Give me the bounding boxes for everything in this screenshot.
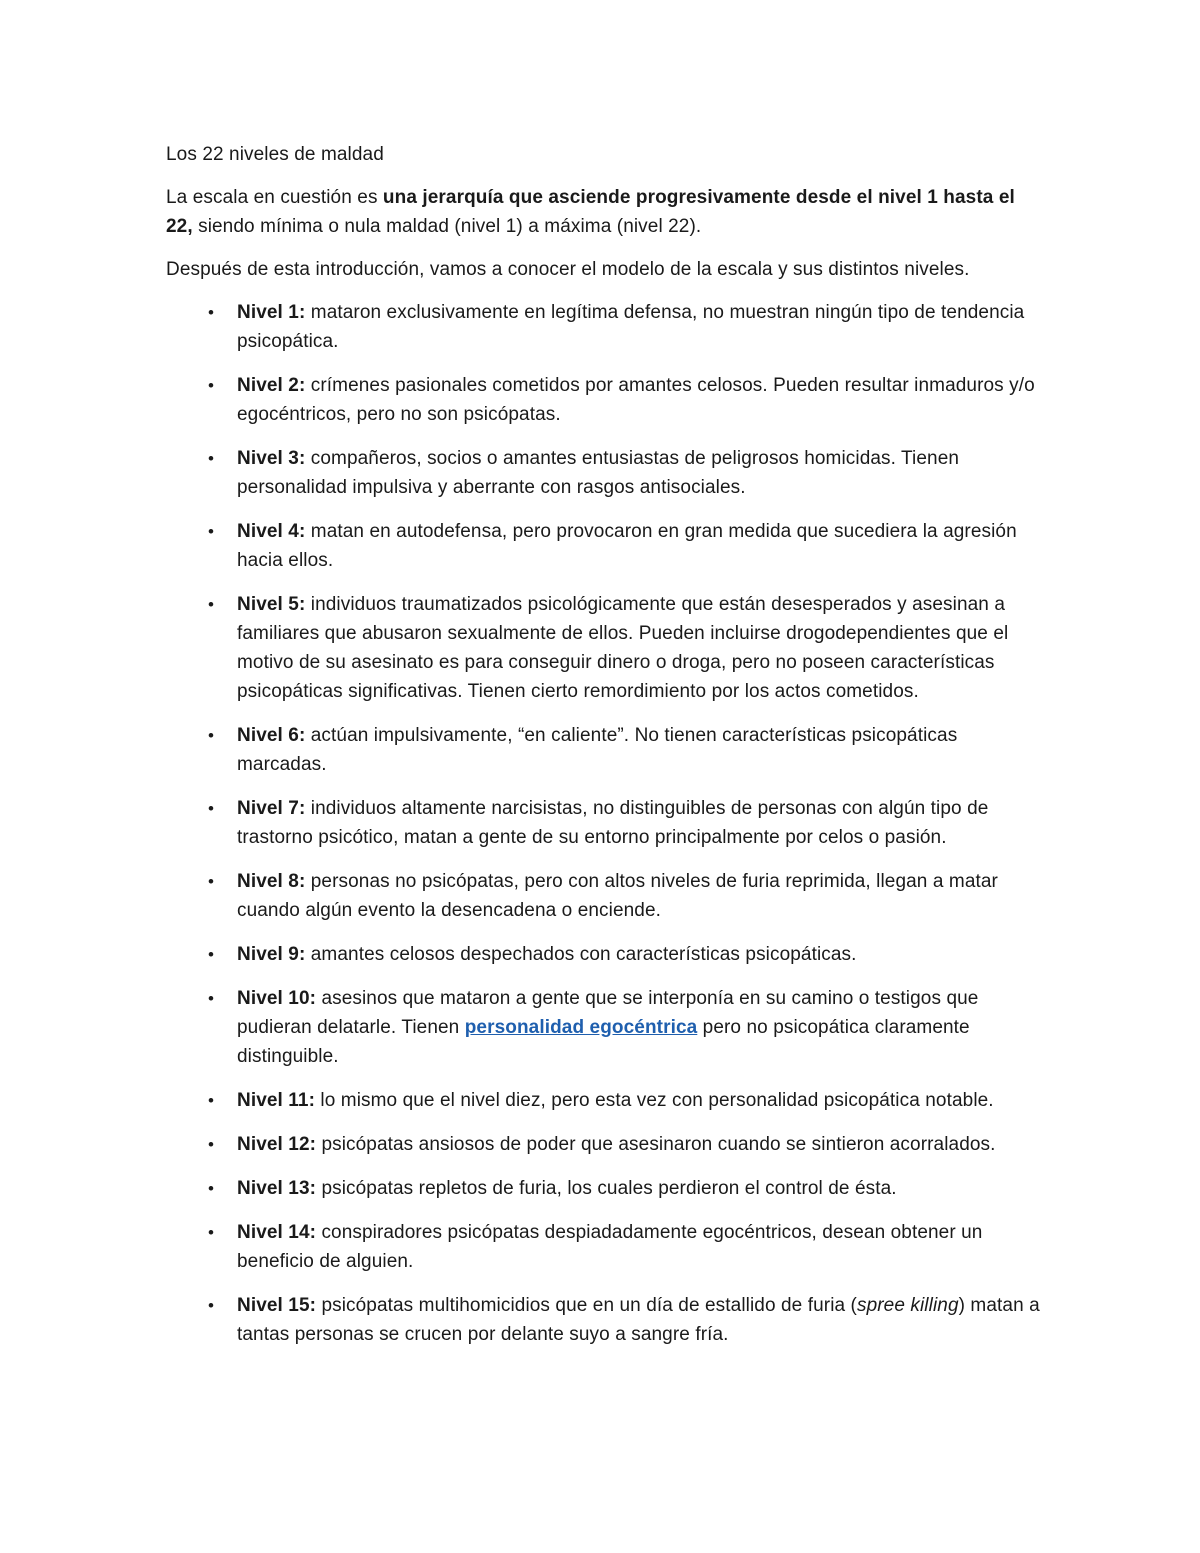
- personalidad-egocentrica-link[interactable]: personalidad egocéntrica: [464, 1017, 698, 1038]
- list-item-level-5: [166, 590, 1046, 706]
- level-label: Nivel 3:: [237, 448, 306, 469]
- list-item-level-8: [166, 867, 1046, 925]
- level-text: compañeros, socios o amantes entusiastas de peligrosos homicidas. Tienen personalidad impulsiva y aberrante con rasgos antisociales.: [237, 448, 960, 498]
- bullet-icon: •: [207, 1296, 215, 1315]
- bullet-icon: •: [207, 522, 215, 541]
- document-title: Los 22 niveles de maldad: [166, 144, 384, 165]
- level-text: individuos altamente narcisistas, no distinguibles de personas con algún tipo de trastorno psicótico, matan a gente de su entorno principalmente por celos o pasión.: [237, 798, 989, 848]
- level-label: Nivel 10:: [237, 988, 317, 1009]
- level-label: Nivel 13:: [237, 1178, 317, 1199]
- list-item-level-14: [166, 1218, 1046, 1276]
- level-text: conspiradores psicópatas despiadadamente egocéntricos, desean obtener un beneficio de alguien.: [237, 1222, 983, 1272]
- list-item-level-6: [166, 721, 1046, 779]
- transition-paragraph: Después de esta introducción, vamos a conocer el modelo de la escala y sus distintos niveles.: [166, 259, 970, 280]
- list-item-level-4: [166, 517, 1046, 575]
- level-text: mataron exclusivamente en legítima defensa, no muestran ningún tipo de tendencia psicopática.: [237, 302, 1025, 352]
- level-label: Nivel 11:: [237, 1090, 316, 1111]
- bullet-icon: •: [207, 872, 215, 891]
- list-item-level-3: [166, 444, 1046, 502]
- bullet-icon: •: [207, 945, 215, 964]
- level-label: Nivel 9:: [237, 944, 306, 965]
- bullet-icon: •: [207, 1223, 215, 1242]
- level-text: matan en autodefensa, pero provocaron en gran medida que sucediera la agresión hacia ellos.: [237, 521, 1017, 571]
- bullet-icon: •: [207, 376, 215, 395]
- level-label: Nivel 15:: [237, 1295, 317, 1316]
- spree-killing-term: spree killing: [856, 1295, 959, 1316]
- document-body: [166, 140, 1046, 1364]
- bullet-icon: •: [207, 449, 215, 468]
- list-item-level-10: [166, 984, 1046, 1071]
- level-label: Nivel 12:: [237, 1134, 317, 1155]
- bullet-icon: •: [207, 303, 215, 322]
- intro-bold-text: una jerarquía que asciende progresivamente desde el nivel 1 hasta el 22,: [166, 187, 1015, 237]
- list-item-level-15: [166, 1291, 1046, 1349]
- levels-list: [166, 298, 1046, 1349]
- level-text: psicópatas repletos de furia, los cuales perdieron el control de ésta.: [316, 1178, 897, 1199]
- intro-text-start: La escala en cuestión es: [166, 187, 383, 208]
- list-item-level-13: [166, 1174, 1046, 1203]
- list-item-level-2: [166, 371, 1046, 429]
- bullet-icon: •: [207, 1091, 215, 1110]
- level-text: psicópatas ansiosos de poder que asesinaron cuando se sintieron acorralados.: [316, 1134, 996, 1155]
- intro-paragraph: [166, 183, 1046, 241]
- list-item-level-7: [166, 794, 1046, 852]
- level-text: actúan impulsivamente, “en caliente”. No tienen características psicopáticas marcadas.: [237, 725, 958, 775]
- level-text-before-link: asesinos que mataron a gente que se interponía en su camino o testigos que pudieran delatarle. Tienen: [237, 988, 979, 1038]
- level-label: Nivel 4:: [237, 521, 306, 542]
- list-item-level-12: [166, 1130, 1046, 1159]
- bullet-icon: •: [207, 595, 215, 614]
- level-label: Nivel 8:: [237, 871, 306, 892]
- level-text: individuos traumatizados psicológicamente que están desesperados y asesinan a familiares que abusaron sexualmente de ellos. Pueden incluirse drogodependientes que el motivo de su asesinato es para conseguir dinero o droga, pero no poseen características psicopáticas significativas. Tienen cierto remordimiento por los actos cometidos.: [237, 594, 1009, 702]
- level-text: personas no psicópatas, pero con altos niveles de furia reprimida, llegan a matar cuando algún evento la desencadena o enciende.: [237, 871, 998, 921]
- level-label: Nivel 7:: [237, 798, 306, 819]
- bullet-icon: •: [207, 726, 215, 745]
- level-text-after-link: pero no psicopática claramente distinguible.: [237, 1017, 970, 1067]
- list-item-level-9: [166, 940, 1046, 969]
- intro-text-end: siendo mínima o nula maldad (nivel 1) a máxima (nivel 22).: [192, 216, 702, 237]
- level-text-before-italic: psicópatas multihomicidios que en un día de estallido de furia (: [316, 1295, 857, 1316]
- level-label: Nivel 1:: [237, 302, 306, 323]
- bullet-icon: •: [207, 1179, 215, 1198]
- level-text: crímenes pasionales cometidos por amantes celosos. Pueden resultar inmaduros y/o egocéntricos, pero no son psicópatas.: [237, 375, 1035, 425]
- level-label: Nivel 2:: [237, 375, 306, 396]
- level-label: Nivel 6:: [237, 725, 306, 746]
- level-label: Nivel 5:: [237, 594, 306, 615]
- bullet-icon: •: [207, 989, 215, 1008]
- level-label: Nivel 14:: [237, 1222, 317, 1243]
- bullet-icon: •: [207, 799, 215, 818]
- level-text: amantes celosos despechados con características psicopáticas.: [305, 944, 857, 965]
- level-text-after-italic: ) matan a tantas personas se crucen por delante suyo a sangre fría.: [237, 1295, 1040, 1345]
- bullet-icon: •: [207, 1135, 215, 1154]
- level-text: lo mismo que el nivel diez, pero esta vez con personalidad psicopática notable.: [315, 1090, 994, 1111]
- list-item-level-1: [166, 298, 1046, 356]
- list-item-level-11: [166, 1086, 1046, 1115]
